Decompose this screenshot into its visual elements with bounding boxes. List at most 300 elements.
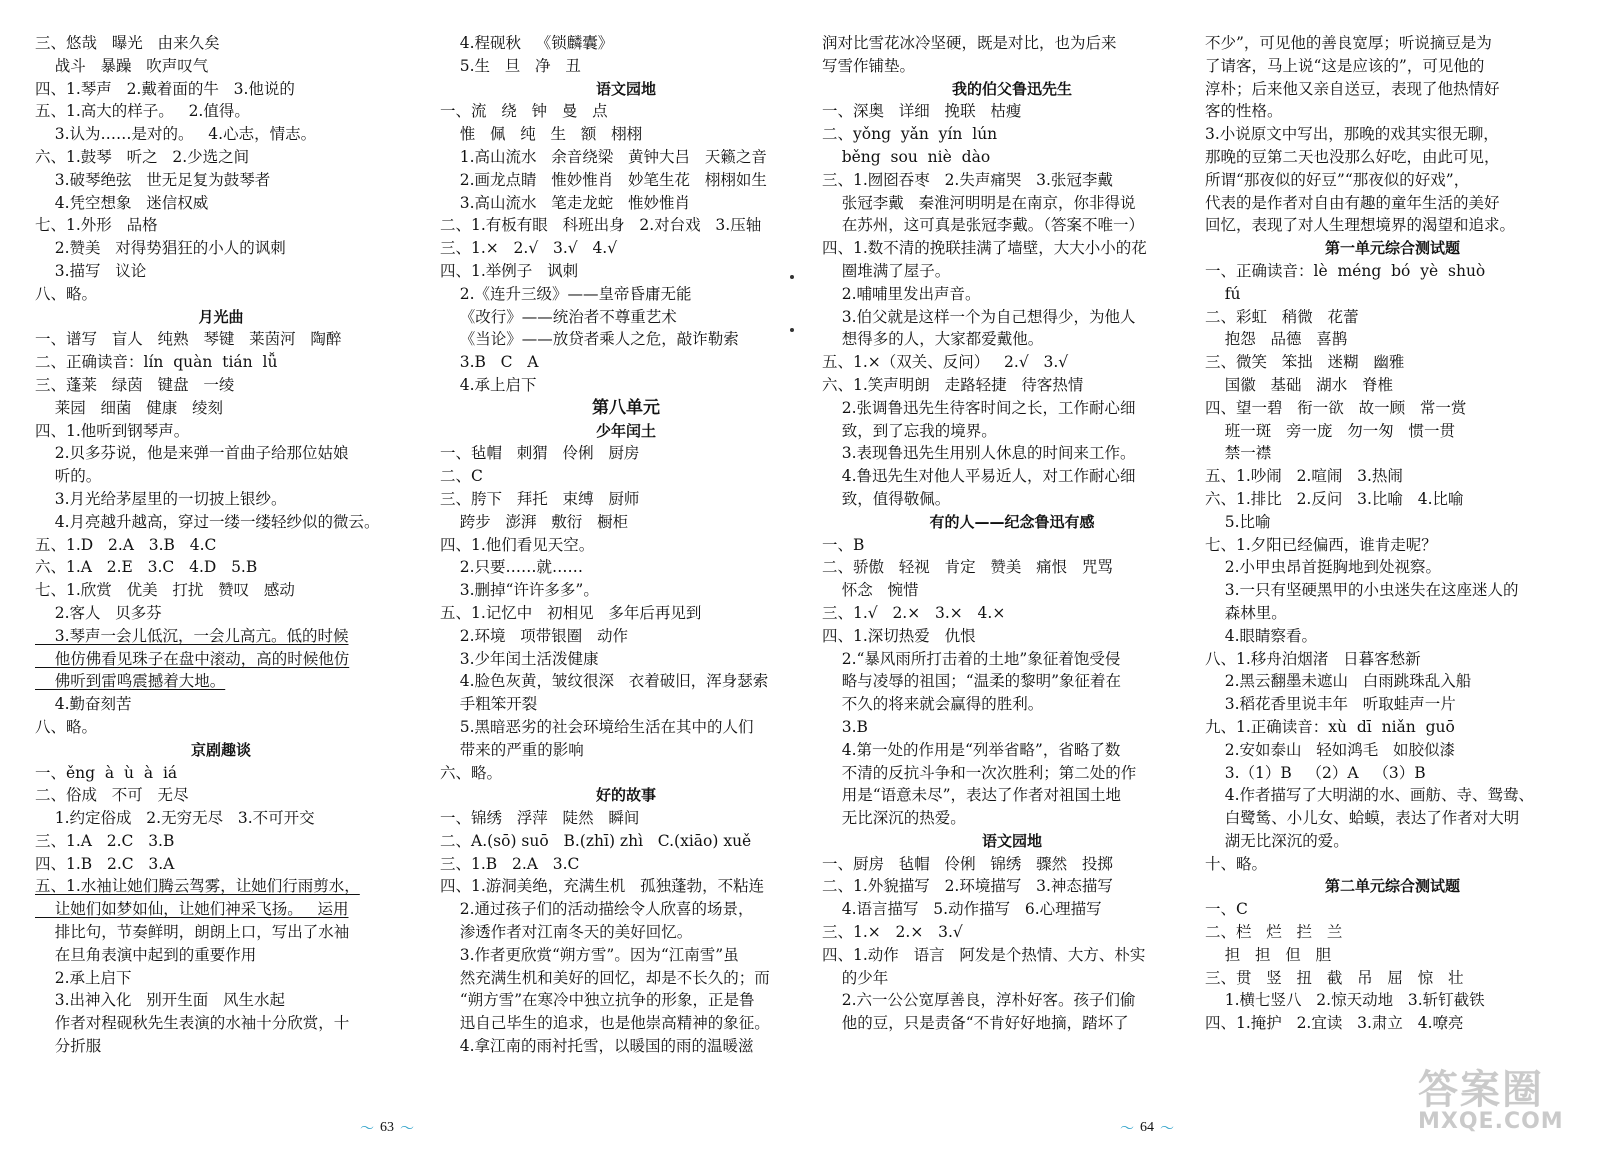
answer-line bbox=[822, 944, 1202, 967]
answer-line bbox=[440, 169, 812, 192]
answer-text: 2.环境 项带银圈 动作 bbox=[440, 626, 629, 645]
answer-text: 致，值得敬佩。 bbox=[822, 489, 951, 508]
answer-text: 四、1.他们看见天空。 bbox=[440, 535, 595, 554]
answer-text: 《改行》——统治者不尊重艺术 bbox=[440, 307, 677, 326]
answer-text: 第二单元综合测试题 bbox=[1324, 877, 1460, 896]
answer-line bbox=[1205, 146, 1580, 169]
answer-text: 2.赞美 对得势猖狂的小人的讽刺 bbox=[35, 239, 286, 258]
answer-text: 回忆，表现了对人生理想境界的渴望和追求。 bbox=[1205, 216, 1516, 235]
answer-text: 少年闰土 bbox=[595, 421, 656, 440]
answer-text: 一、厨房 毡帽 伶俐 锦绣 骤然 投掷 bbox=[822, 854, 1113, 873]
answer-line bbox=[440, 898, 812, 921]
answer-text: 所谓“那夜似的好豆”“那夜似的好戏”， bbox=[1205, 170, 1470, 189]
answer-text: 4.作者描写了大明湖的水、画舫、寺、鸳鸯、 bbox=[1205, 786, 1534, 805]
answer-text: 好的故事 bbox=[595, 786, 656, 805]
answer-line bbox=[440, 32, 812, 55]
answer-line bbox=[440, 442, 812, 465]
answer-text: 战斗 暴躁 吹声叹气 bbox=[35, 56, 209, 75]
answer-line bbox=[35, 648, 407, 671]
answer-line bbox=[35, 579, 407, 602]
answer-line bbox=[1205, 807, 1580, 830]
answer-line bbox=[440, 328, 812, 351]
answer-text: běng sou niè dào bbox=[822, 147, 991, 166]
answer-text: 1.约定俗成 2.无穷无尽 3.不可开交 bbox=[35, 809, 315, 828]
wave-ornament-icon: 〜 bbox=[360, 1122, 374, 1137]
page-number-text: 64 bbox=[1140, 1120, 1154, 1135]
answer-text: 六、1.笑声明朗 走路轻捷 待客热情 bbox=[822, 375, 1084, 394]
section-heading bbox=[35, 739, 407, 762]
section-heading bbox=[1205, 875, 1580, 898]
answer-text: 莱园 细菌 健康 绫刻 bbox=[35, 398, 224, 417]
answer-text: 他仿佛看见珠子在盘中滚动，高的时候他仿 bbox=[35, 649, 350, 668]
answer-line bbox=[822, 420, 1202, 443]
answer-line bbox=[35, 214, 407, 237]
answer-line bbox=[1205, 693, 1580, 716]
answer-text: 2.安如泰山 轻如鸿毛 如胶似漆 bbox=[1205, 740, 1456, 759]
answer-line bbox=[35, 511, 407, 534]
answer-line bbox=[440, 739, 812, 762]
answer-line bbox=[35, 670, 407, 693]
answer-line bbox=[1205, 123, 1580, 146]
answer-text: 听的。 bbox=[35, 467, 102, 486]
answer-line bbox=[822, 989, 1202, 1012]
page-number-right bbox=[1120, 1118, 1174, 1138]
answer-line bbox=[822, 465, 1202, 488]
section-heading bbox=[822, 830, 1202, 853]
answer-line bbox=[822, 283, 1202, 306]
answer-text: 班一斑 旁一庞 勿一匆 惯一贯 bbox=[1205, 421, 1456, 440]
answer-text: 五、1.水袖让她们腾云驾雾，让她们行雨剪水， bbox=[35, 877, 360, 896]
answer-text: 排比句，节奏鲜明，朗朗上口，写出了水袖 bbox=[35, 923, 350, 942]
answer-line bbox=[35, 534, 407, 557]
answer-line bbox=[822, 488, 1202, 511]
answer-line bbox=[440, 807, 812, 830]
answer-line bbox=[35, 921, 407, 944]
answer-text: 2.小甲虫昂首挺胸地到处视察。 bbox=[1205, 558, 1441, 577]
answer-text: 3.表现鲁迅先生用别人休息的时间来工作。 bbox=[822, 444, 1136, 463]
answer-line bbox=[440, 853, 812, 876]
answer-line bbox=[35, 146, 407, 169]
answer-text: 1.高山流水 余音绕梁 黄钟大吕 天籁之音 bbox=[440, 147, 767, 166]
answer-text: 2.“暴风雨所打击着的土地”象征着饱受侵 bbox=[822, 649, 1121, 668]
answer-line bbox=[440, 875, 812, 898]
answer-text: 担 担 但 胆 bbox=[1205, 945, 1332, 964]
answer-text: 二、C bbox=[440, 467, 483, 486]
answer-text: 有的人——纪念鲁迅有感 bbox=[929, 512, 1095, 531]
answer-text: 2.通过孩子们的活动描绘令人欣喜的场景， bbox=[440, 900, 754, 919]
answer-line bbox=[1205, 670, 1580, 693]
answer-text: 代表的是作者对自由有趣的童年生活的美好 bbox=[1205, 193, 1500, 212]
answer-text: 三、贯 竖 扭 截 吊 屈 惊 壮 bbox=[1205, 968, 1464, 987]
answer-text: 写雪作铺垫。 bbox=[822, 56, 916, 75]
answer-text: 4.程砚秋 《锁麟囊》 bbox=[440, 34, 614, 52]
answer-text: 二、俗成 不可 无尽 bbox=[35, 786, 189, 805]
answer-text: 4.脸色灰黄，皱纹很深 衣着破旧，浑身瑟索 bbox=[440, 672, 769, 691]
answer-line bbox=[822, 716, 1202, 739]
answer-text: 二、1.有板有眼 科班出身 2.对台戏 3.压轴 bbox=[440, 216, 762, 235]
answer-line bbox=[440, 351, 812, 374]
answer-line bbox=[35, 1035, 407, 1058]
answer-text: 五、1.D 2.A 3.B 4.C bbox=[35, 535, 217, 554]
wave-ornament-icon: 〜 bbox=[1160, 1122, 1174, 1137]
answer-line bbox=[35, 944, 407, 967]
answer-line bbox=[1205, 739, 1580, 762]
answer-text: 渗透作者对江南冬天的美好回忆。 bbox=[440, 923, 693, 942]
answer-line bbox=[35, 328, 407, 351]
answer-text: 四、1.动作 语言 阿发是个热情、大方、朴实 bbox=[822, 945, 1146, 964]
answer-line bbox=[35, 169, 407, 192]
answer-text: 六、1.A 2.E 3.C 4.D 5.B bbox=[35, 558, 258, 577]
answer-line bbox=[1205, 192, 1580, 215]
wave-ornament-icon: 〜 bbox=[1120, 1122, 1134, 1137]
answer-text: 不少”，可见他的善良宽厚；听说摘豆是为 bbox=[1205, 34, 1492, 52]
answer-text: 3.B bbox=[822, 717, 868, 736]
answer-text: 2.画龙点睛 惟妙惟肖 妙笔生花 栩栩如生 bbox=[440, 170, 767, 189]
answer-line bbox=[1205, 784, 1580, 807]
answer-line bbox=[440, 306, 812, 329]
answer-text: 3.小说原文中写出，那晚的戏其实很无聊， bbox=[1205, 125, 1499, 144]
answer-line bbox=[35, 898, 407, 921]
answer-text: 润对比雪花冰冷坚硬，既是对比，也为后来 bbox=[822, 34, 1117, 52]
answer-line bbox=[822, 328, 1202, 351]
margin-dot bbox=[790, 275, 794, 279]
answer-line bbox=[1205, 989, 1580, 1012]
answer-line bbox=[1205, 488, 1580, 511]
answer-text: 让她们如梦如仙，让她们神采飞扬。 运用 bbox=[35, 900, 349, 919]
answer-text: 用是“语意未尽”，表达了作者对祖国土地 bbox=[822, 786, 1122, 805]
answer-line bbox=[1205, 374, 1580, 397]
answer-line bbox=[822, 921, 1202, 944]
answer-line bbox=[35, 442, 407, 465]
answer-text: 的少年 bbox=[822, 968, 889, 987]
answer-text: 八、略。 bbox=[35, 284, 98, 303]
answer-text: 四、1.游洞美绝，充满生机 孤独蓬勃，不粘连 bbox=[440, 877, 765, 896]
answer-line bbox=[1205, 260, 1580, 283]
answer-text: 三、1.囫囵吞枣 2.失声痛哭 3.张冠李戴 bbox=[822, 170, 1113, 189]
answer-text: 4.月亮越升越高，穿过一缕一缕轻纱似的微云。 bbox=[35, 512, 380, 531]
answer-line bbox=[35, 32, 407, 55]
watermark-en: MXQE.COM bbox=[1418, 1109, 1564, 1134]
column-right-2 bbox=[1205, 32, 1580, 1035]
wave-ornament-icon: 〜 bbox=[400, 1122, 414, 1137]
answer-line bbox=[822, 397, 1202, 420]
answer-line bbox=[1205, 625, 1580, 648]
answer-line bbox=[440, 579, 812, 602]
answer-text: 三、1.√ 2.× 3.× 4.× bbox=[822, 603, 1006, 622]
answer-line bbox=[822, 693, 1202, 716]
answer-line bbox=[440, 511, 812, 534]
answer-line bbox=[440, 488, 812, 511]
answer-text: 迅自己毕生的追求，也是他崇高精神的象征。 bbox=[440, 1014, 770, 1033]
answer-text: 4.第一处的作用是“列举省略”，省略了数 bbox=[822, 740, 1121, 759]
answer-text: 怀念 惋惜 bbox=[822, 581, 919, 600]
answer-text: 4.语言描写 5.动作描写 6.心理描写 bbox=[822, 900, 1102, 919]
answer-text: 二、栏 烂 拦 兰 bbox=[1205, 923, 1343, 942]
answer-line bbox=[35, 602, 407, 625]
answer-text: 四、望一碧 衔一欲 故一顾 常一赏 bbox=[1205, 398, 1467, 417]
answer-text: 语文园地 bbox=[981, 831, 1042, 850]
answer-text: 禁一襟 bbox=[1205, 444, 1272, 463]
answer-line bbox=[35, 283, 407, 306]
answer-line bbox=[35, 351, 407, 374]
answer-text: 第八单元 bbox=[592, 397, 660, 418]
answer-line bbox=[1205, 397, 1580, 420]
answer-text: 四、1.B 2.C 3.A bbox=[35, 854, 175, 873]
answer-text: 月光曲 bbox=[198, 307, 244, 326]
answer-line bbox=[1205, 328, 1580, 351]
answer-line bbox=[822, 1012, 1202, 1035]
answer-line bbox=[822, 260, 1202, 283]
answer-line bbox=[440, 602, 812, 625]
answer-text: 那晚的豆第二天也没那么好吃，由此可见， bbox=[1205, 147, 1500, 166]
answer-text: 五、1.高大的样子。 2.值得。 bbox=[35, 102, 250, 121]
answer-line bbox=[1205, 967, 1580, 990]
answer-text: 3.删掉“许许多多”。 bbox=[440, 581, 599, 600]
answer-line bbox=[440, 670, 812, 693]
answer-text: 五、1.×（双关、反问） 2.√ 3.√ bbox=[822, 353, 1069, 372]
answer-text: 5.黑暗恶劣的社会环境给生活在其中的人们 bbox=[440, 717, 754, 736]
answer-text: 3.B C A bbox=[440, 353, 539, 372]
answer-text: 《当论》——放贷者乘人之危，敲诈勒索 bbox=[440, 330, 739, 349]
answer-text: 3.出神入化 别开生面 风生水起 bbox=[35, 991, 286, 1010]
answer-line bbox=[1205, 283, 1580, 306]
answer-text: 五、1.吵闹 2.喧闹 3.热闹 bbox=[1205, 467, 1403, 486]
answer-text: 五、1.记忆中 初相见 多年后再见到 bbox=[440, 603, 702, 622]
answer-line bbox=[35, 55, 407, 78]
answer-line bbox=[1205, 32, 1580, 55]
answer-line bbox=[35, 693, 407, 716]
section-heading bbox=[822, 511, 1202, 534]
answer-line bbox=[1205, 1012, 1580, 1035]
answer-line bbox=[1205, 442, 1580, 465]
answer-line bbox=[35, 420, 407, 443]
answer-line bbox=[440, 693, 812, 716]
answer-text: 湖无比深沉的爱。 bbox=[1205, 831, 1349, 850]
answer-text: 京剧趣谈 bbox=[190, 740, 251, 759]
answer-line bbox=[822, 146, 1202, 169]
answer-text: fú bbox=[1205, 284, 1241, 303]
answer-text: 2.张调鲁迅先生待客时间之长，工作耐心细 bbox=[822, 398, 1136, 417]
answer-line bbox=[1205, 465, 1580, 488]
answer-text: 三、悠哉 曝光 由来久矣 bbox=[35, 34, 220, 52]
answer-text: 二、彩虹 稍微 花蕾 bbox=[1205, 307, 1359, 326]
answer-line bbox=[1205, 351, 1580, 374]
answer-line bbox=[822, 214, 1202, 237]
answer-line bbox=[440, 283, 812, 306]
answer-line bbox=[440, 534, 812, 557]
answer-text: 想得多的人，大家都爱戴他。 bbox=[822, 330, 1044, 349]
answer-line bbox=[440, 214, 812, 237]
answer-line bbox=[822, 55, 1202, 78]
answer-line bbox=[440, 1012, 812, 1035]
answer-line bbox=[35, 123, 407, 146]
answer-line bbox=[1205, 534, 1580, 557]
answer-text: 十、略。 bbox=[1205, 854, 1268, 873]
answer-line bbox=[822, 534, 1202, 557]
answer-line bbox=[822, 807, 1202, 830]
answer-line bbox=[35, 488, 407, 511]
answer-text: 不久的将来就会赢得的胜利。 bbox=[822, 695, 1044, 714]
answer-text: 淳朴；后来他又亲自送豆，表现了他热情好 bbox=[1205, 79, 1500, 98]
answer-text: 一、毡帽 刺猬 伶俐 厨房 bbox=[440, 444, 640, 463]
answer-text: 六、1.排比 2.反问 3.比喻 4.比喻 bbox=[1205, 489, 1464, 508]
answer-text: 2.黑云翻墨未遮山 白雨跳珠乱入船 bbox=[1205, 672, 1472, 691]
answer-line bbox=[822, 579, 1202, 602]
answer-text: 了请客，马上说“这是应该的”，可见他的 bbox=[1205, 56, 1485, 75]
answer-line bbox=[1205, 716, 1580, 739]
answer-line bbox=[35, 716, 407, 739]
answer-line bbox=[35, 397, 407, 420]
answer-line bbox=[35, 100, 407, 123]
answer-text: 八、略。 bbox=[35, 717, 98, 736]
answer-line bbox=[440, 944, 812, 967]
answer-text: 在旦角表演中起到的重要作用 bbox=[35, 945, 257, 964]
answer-text: 致，到了忘我的境界。 bbox=[822, 421, 997, 440]
answer-line bbox=[440, 465, 812, 488]
answer-line bbox=[440, 716, 812, 739]
answer-text: 一、ěng à ù à iá bbox=[35, 763, 178, 782]
answer-text: 3.伯父就是这样一个为自己想得少，为他人 bbox=[822, 307, 1136, 326]
answer-text: 白鹭鸶、小儿女、蛤蟆，表达了作者对大明 bbox=[1205, 809, 1520, 828]
answer-line bbox=[35, 989, 407, 1012]
answer-line bbox=[1205, 100, 1580, 123]
answer-line bbox=[35, 192, 407, 215]
answer-line bbox=[35, 807, 407, 830]
section-heading bbox=[1205, 237, 1580, 260]
answer-line bbox=[440, 55, 812, 78]
answer-text: 3.少年闰土活泼健康 bbox=[440, 649, 599, 668]
answer-line bbox=[35, 853, 407, 876]
answer-text: 3.月光给茅屋里的一切披上银纱。 bbox=[35, 489, 287, 508]
answer-text: 四、1.深切热爱 仇恨 bbox=[822, 626, 976, 645]
answer-text: 一、B bbox=[822, 535, 865, 554]
answer-text: 3.破琴绝弦 世无足复为鼓琴者 bbox=[35, 170, 271, 189]
answer-line bbox=[1205, 602, 1580, 625]
answer-text: 七、1.夕阳已经偏西，谁肯走呢？ bbox=[1205, 535, 1437, 554]
answer-text: 3.琴声一会儿低沉，一会儿高亢。低的时候 bbox=[35, 626, 349, 645]
answer-text: 3.一只有坚硬黑甲的小虫迷失在这座迷人的 bbox=[1205, 581, 1519, 600]
answer-line bbox=[440, 260, 812, 283]
answer-text: “朔方雪”在寒冷中独立抗争的形象，正是鲁 bbox=[440, 991, 755, 1010]
answer-text: 一、C bbox=[1205, 900, 1248, 919]
answer-text: 3.作者更欣赏“朔方雪”。因为“江南雪”虽 bbox=[440, 945, 739, 964]
answer-text: 略与凌辱的祖国；“温柔的黎明”象征着在 bbox=[822, 672, 1122, 691]
answer-text: 4.眼睛察看。 bbox=[1205, 626, 1317, 645]
answer-text: 2.贝多芬说，他是来弹一首曲子给那位姑娘 bbox=[35, 444, 349, 463]
answer-line bbox=[822, 32, 1202, 55]
answer-text: 一、流 绕 钟 曼 点 bbox=[440, 102, 608, 121]
answer-text: 不清的反抗斗争和一次次胜利；第二处的作 bbox=[822, 763, 1137, 782]
answer-text: 四、1.琴声 2.戴着面的牛 3.他说的 bbox=[35, 79, 295, 98]
answer-line bbox=[440, 762, 812, 785]
answer-text: 三、1.A 2.C 3.B bbox=[35, 831, 175, 850]
answer-line bbox=[35, 875, 407, 898]
answer-line bbox=[822, 853, 1202, 876]
answer-text: 圈堆满了屋子。 bbox=[822, 261, 951, 280]
answer-line bbox=[1205, 898, 1580, 921]
answer-line bbox=[822, 898, 1202, 921]
answer-line bbox=[440, 237, 812, 260]
answer-line bbox=[440, 989, 812, 1012]
answer-line bbox=[822, 123, 1202, 146]
answer-line bbox=[1205, 55, 1580, 78]
answer-text: 三、胯下 拜托 束缚 厨师 bbox=[440, 489, 640, 508]
margin-dot bbox=[790, 328, 794, 332]
answer-text: 3.描写 议论 bbox=[35, 261, 147, 280]
answer-line bbox=[440, 967, 812, 990]
answer-text: 四、1.数不清的挽联挂满了墙壁，大大小小的花 bbox=[822, 239, 1147, 258]
answer-line bbox=[1205, 420, 1580, 443]
answer-text: 分折服 bbox=[35, 1037, 102, 1056]
answer-line bbox=[822, 100, 1202, 123]
answer-text: 国徽 基础 湖水 脊椎 bbox=[1205, 375, 1394, 394]
answer-text: 2.只要……就…… bbox=[440, 558, 583, 577]
answer-line bbox=[822, 784, 1202, 807]
answer-line bbox=[822, 442, 1202, 465]
section-heading bbox=[440, 784, 812, 807]
answer-text: 六、略。 bbox=[440, 763, 503, 782]
answer-text: 抱怨 品德 喜鹊 bbox=[1205, 330, 1348, 349]
answer-text: 四、1.举例子 讽刺 bbox=[440, 261, 579, 280]
answer-line bbox=[1205, 830, 1580, 853]
answer-text: 跨步 澎湃 敷衍 橱柜 bbox=[440, 512, 629, 531]
answer-text: 2.《连升三级》——皇帝昏庸无能 bbox=[440, 284, 692, 303]
answer-line bbox=[1205, 648, 1580, 671]
answer-line bbox=[1205, 579, 1580, 602]
answer-line bbox=[822, 237, 1202, 260]
answer-line bbox=[35, 967, 407, 990]
answer-line bbox=[1205, 306, 1580, 329]
answer-text: 四、1.他听到钢琴声。 bbox=[35, 421, 190, 440]
page-number-left bbox=[360, 1118, 414, 1138]
answer-text: 森林里。 bbox=[1205, 603, 1287, 622]
answer-line bbox=[822, 648, 1202, 671]
answer-text: 八、1.移舟泊烟渚 日暮客愁新 bbox=[1205, 649, 1421, 668]
answer-text: 六、1.鼓琴 听之 2.少选之间 bbox=[35, 147, 250, 166]
answer-line bbox=[35, 556, 407, 579]
answer-text: 二、正确读音：lín quàn tián lǚ bbox=[35, 353, 278, 372]
answer-line bbox=[1205, 78, 1580, 101]
answer-text: 七、1.欣赏 优美 打扰 赞叹 感动 bbox=[35, 581, 295, 600]
answer-text: 二、骄傲 轻视 肯定 赞美 痛恨 咒骂 bbox=[822, 558, 1113, 577]
answer-text: 七、1.外形 品格 bbox=[35, 216, 158, 235]
answer-line bbox=[35, 625, 407, 648]
answer-text: 三、1.× 2.√ 3.√ 4.√ bbox=[440, 239, 618, 258]
answer-line bbox=[1205, 944, 1580, 967]
watermark-logo bbox=[1418, 1058, 1594, 1146]
answer-text: 2.六一公公宽厚善良，淳朴好客。孩子们偷 bbox=[822, 991, 1136, 1010]
answer-line bbox=[822, 351, 1202, 374]
answer-line bbox=[822, 875, 1202, 898]
answer-text: 第一单元综合测试题 bbox=[1324, 239, 1460, 258]
answer-line bbox=[440, 1035, 812, 1058]
answer-text: 佛听到雷鸣震撼着大地。 bbox=[35, 672, 226, 691]
answer-line bbox=[440, 192, 812, 215]
answer-line bbox=[35, 830, 407, 853]
page-number-text: 63 bbox=[380, 1120, 394, 1135]
answer-line bbox=[822, 192, 1202, 215]
answer-line bbox=[35, 784, 407, 807]
answer-text: 3.稻花香里说丰年 听取蛙声一片 bbox=[1205, 695, 1456, 714]
answer-text: 三、1.B 2.A 3.C bbox=[440, 854, 580, 873]
answer-text: 他的豆，只是责备“不肯好好地摘，踏坏了 bbox=[822, 1014, 1129, 1033]
answer-line bbox=[440, 374, 812, 397]
answer-line bbox=[440, 146, 812, 169]
watermark-cn: 答案圈 bbox=[1418, 1067, 1544, 1113]
answer-line bbox=[35, 260, 407, 283]
answer-text: 惟 佩 纯 生 额 栩栩 bbox=[440, 125, 643, 144]
section-heading bbox=[35, 306, 407, 329]
